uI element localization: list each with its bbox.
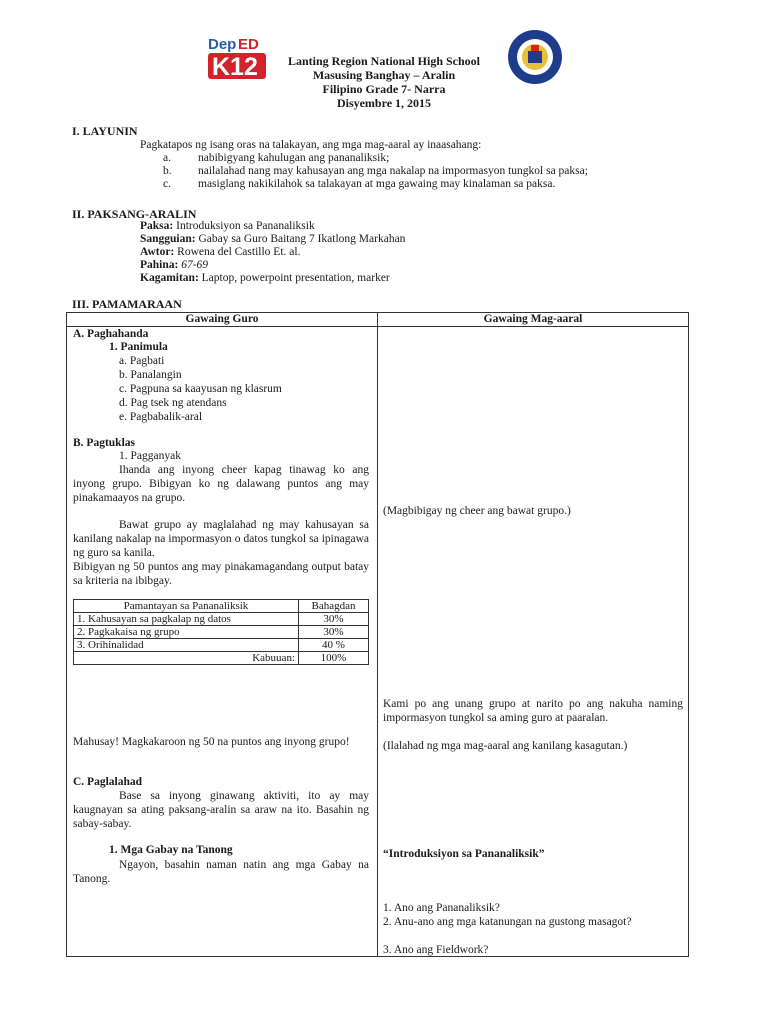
criteria-percent: 30% xyxy=(299,613,369,626)
paglalahad-paragraph: Base sa inyong ginawang aktiviti, ito ay may kaugnayan sa ating paksang-aralin sa araw na ito. Basahin ng sabay-sabay. xyxy=(73,790,369,830)
criteria-name: 2. Pagkakaisa ng grupo xyxy=(74,626,299,639)
layunin-letter-c: c. xyxy=(163,178,171,190)
student-cheer: (Magbibigay ng cheer ang bawat grupo.) xyxy=(383,505,571,517)
field-value: Gabay sa Guro Baitang 7 Ikatlong Markahan xyxy=(198,233,406,245)
subject-grade: Filipino Grade 7- Narra xyxy=(322,82,446,96)
criteria-total-label: Kabuuan: xyxy=(74,652,299,665)
field-awtor xyxy=(140,246,300,258)
field-label: Paksa: xyxy=(140,220,174,232)
panimula-item: c. Pagpuna sa kaayusan ng klasrum xyxy=(119,383,282,395)
pamamaraan-heading: III. PAMAMARAAN xyxy=(72,297,182,311)
criteria-total-row xyxy=(74,652,369,665)
field-value: Introduksiyon sa Pananaliksik xyxy=(176,220,315,232)
field-kagamitan xyxy=(140,272,390,284)
panimula-item: a. Pagbati xyxy=(119,355,165,367)
document-type: Masusing Banghay – Aralin xyxy=(312,68,456,82)
col-header-mag-aaral: Gawaing Mag-aaral xyxy=(483,313,583,325)
col-header-guro: Gawaing Guro xyxy=(185,313,259,325)
field-label: Awtor: xyxy=(140,246,175,258)
layunin-item-c: masiglang nakikilahok sa talakayan at mga gawaing may kinalaman sa paksa. xyxy=(198,178,556,190)
layunin-heading: I. LAYUNIN xyxy=(72,124,138,138)
criteria-header: Bahagdan xyxy=(299,600,369,613)
field-value: Laptop, powerpoint presentation, marker xyxy=(201,272,390,284)
svg-text:Dep: Dep xyxy=(208,36,237,53)
document-date: Disyembre 1, 2015 xyxy=(336,96,432,110)
criteria-header-row xyxy=(74,600,369,613)
gabay-paragraph: Ngayon, basahin naman natin ang mga Gabay na Tanong. xyxy=(73,859,369,885)
layunin-item-b: nailalahad nang may kahusayan ang mga nakalap na impormasyon tungkol sa paksa; xyxy=(198,165,588,177)
student-question: 2. Anu-ano ang mga katanungan na gustong masagot? xyxy=(383,916,632,928)
layunin-item-a: nabibigyang kahulugan ang pananaliksik; xyxy=(198,152,390,164)
criteria-name: 3. Orihinalidad xyxy=(74,639,299,652)
criteria-row xyxy=(74,626,369,639)
panimula-title: 1. Panimula xyxy=(109,341,168,353)
field-label: Kagamitan: xyxy=(140,272,199,284)
gabay-na-tanong-title: 1. Mga Gabay na Tanong xyxy=(109,844,233,856)
criteria-row xyxy=(74,639,369,652)
student-report: Kami po ang unang grupo at narito po ang nakuha naming impormasyon tungkol sa aming guro at paaralan. xyxy=(383,698,683,724)
paglalahad-instruction: Bawat grupo ay maglalahad ng may kahusayan sa kanilang nakalap na impormasyon o datos tungkol sa ipinagawa ng guro sa kanila. xyxy=(73,519,369,559)
column-divider xyxy=(377,313,378,956)
field-label: Sangguian: xyxy=(140,233,196,245)
field-sangguian xyxy=(140,233,405,245)
praise-text: Mahusay! Magkakaroon ng 50 na puntos ang inyong grupo! xyxy=(73,736,350,748)
panimula-item: d. Pag tsek ng atendans xyxy=(119,397,227,409)
header-divider xyxy=(67,326,688,327)
criteria-name: 1. Kahusayan sa pagkalap ng datos xyxy=(74,613,299,626)
criteria-row xyxy=(74,613,369,626)
school-name: Lanting Region National High School xyxy=(287,54,481,68)
criteria-header: Pamantayan sa Pananaliksik xyxy=(74,600,299,613)
paksang-aralin-heading: II. PAKSANG-ARALIN xyxy=(72,207,197,221)
layunin-letter-a: a. xyxy=(163,152,171,164)
criteria-total-value: 100% xyxy=(299,652,369,665)
pagtuklas-title: B. Pagtuklas xyxy=(73,437,135,449)
field-paksa xyxy=(140,220,315,232)
paglalahad-title: C. Paglalahad xyxy=(73,776,143,788)
svg-text:ED: ED xyxy=(238,36,259,53)
svg-text:K12: K12 xyxy=(212,53,258,80)
pagganyak-title: 1. Pagganyak xyxy=(119,450,181,462)
student-question: 1. Ano ang Pananaliksik? xyxy=(383,902,500,914)
pamamaraan-table xyxy=(66,312,689,957)
field-label: Pahina: xyxy=(140,259,179,271)
field-value: Rowena del Castillo Et. al. xyxy=(177,246,301,258)
student-topic: “Introduksiyon sa Pananaliksik” xyxy=(383,848,545,860)
criteria-table xyxy=(73,599,369,665)
layunin-intro: Pagkatapos ng isang oras na talakayan, ang mga mag-aaral ay inaasahang: xyxy=(140,139,482,151)
pagganyak-paragraph: Ihanda ang inyong cheer kapag tinawag ko ang inyong grupo. Bibigyan ko ng dalawang puntos ang may pinakamaayos na grupo. xyxy=(73,464,369,504)
field-value: 67-69 xyxy=(181,259,209,271)
panimula-item: b. Panalangin xyxy=(119,369,182,381)
layunin-letter-b: b. xyxy=(163,165,172,177)
panimula-item: e. Pagbabalik-aral xyxy=(119,411,203,423)
criteria-percent: 40 % xyxy=(299,639,369,652)
puntos-instruction: Bibigyan ng 50 puntos ang may pinakamagandang output batay sa kriteria na ibibgay. xyxy=(73,561,369,587)
paghahanda-title: A. Paghahanda xyxy=(73,328,149,340)
student-report-note: (Ilalahad ng mga mag-aaral ang kanilang kasagutan.) xyxy=(383,740,628,752)
field-pahina xyxy=(140,259,208,271)
student-question: 3. Ano ang Fieldwork? xyxy=(383,944,489,956)
criteria-percent: 30% xyxy=(299,626,369,639)
